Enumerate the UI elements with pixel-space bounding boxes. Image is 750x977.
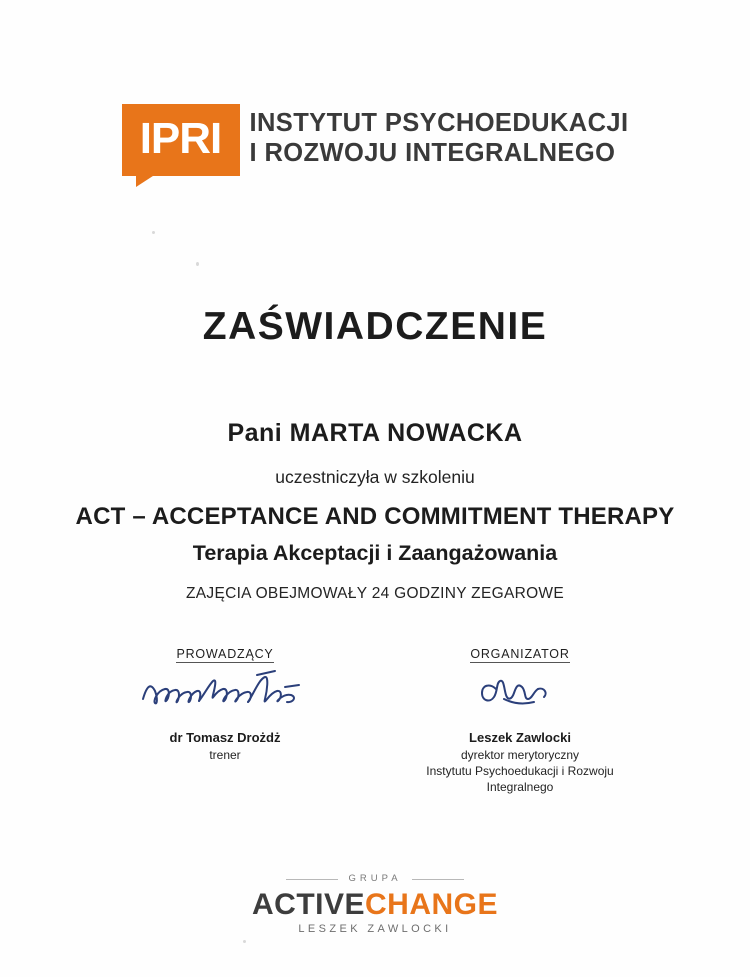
ipri-acronym: IPRI [139,114,222,163]
handwritten-signature-icon [405,663,635,729]
certificate-title: ZAŚWIADCZENIE [202,305,548,348]
ipri-speech-bubble-icon [122,104,240,176]
scan-speck [196,262,199,266]
recipient-name: Pani MARTA NOWACKA [227,419,523,447]
signature-name: dr Tomasz Drożdż [169,730,281,745]
institute-name-line-2: I ROZWOJU INTEGRALNEGO [249,139,616,168]
signature-subtitle-line: Instytutu Psychoedukacji i Rozwoju Integralnego [426,763,614,794]
scan-speck [152,231,155,234]
signature-subtitle-line: dyrektor merytoryczny [460,747,580,762]
course-title-polish: Terapia Akceptacji i Zaangażowania [192,541,558,565]
signature-role-label: ORGANIZATOR [470,647,570,661]
footer-grupa-label: GRUPA [336,873,413,884]
signature-name: Leszek Zawlocki [469,730,571,745]
institute-logo [0,104,750,176]
course-hours-line: ZAJĘCIA OBEJMOWAŁY 24 GODZINY ZEGAROWE [185,585,565,602]
active-change-logo [0,868,750,935]
participation-line: uczestniczyła w szkoleniu [275,467,475,487]
footer-brand-name [0,889,750,921]
speech-bubble-tail-icon [136,174,156,187]
course-title-english: ACT – ACCEPTANCE AND COMMITMENT THERAPY [75,503,675,530]
handwritten-signature-icon [110,663,340,729]
institute-name-line-1: INSTYTUT PSYCHOEDUKACJI [249,109,629,137]
signature-block-trainer [110,645,340,763]
signature-subtitle-line: trener [209,747,241,762]
signature-block-organizer [405,645,635,795]
scan-speck [243,940,246,943]
footer-person-name: LESZEK ZAWLOCKI [298,922,452,935]
footer-brand-word-active: ACTIVE [251,888,365,921]
signature-role-label: PROWADZĄCY [176,647,274,661]
footer-brand-word-change: CHANGE [365,888,499,921]
